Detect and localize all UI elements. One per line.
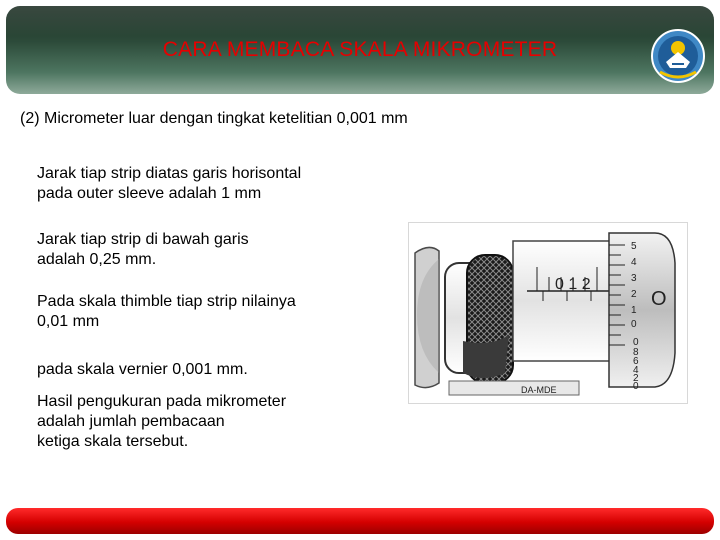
vernier-digit: 8: [633, 347, 639, 358]
frame-marking: DA-MDE: [521, 385, 557, 395]
thimble-digit: 5: [631, 241, 637, 252]
sleeve-scale-digits: 0 1 2: [555, 276, 591, 293]
vernier-digit: 0: [633, 337, 639, 348]
bullet-line: Pada skala thimble tiap strip nilainya: [37, 293, 296, 310]
vernier-digit: 4: [633, 365, 639, 376]
bullet-line: ketiga skala tersebut.: [37, 433, 189, 450]
slide-subtitle: (2) Micrometer luar dengan tingkat ketelitian 0,001 mm: [20, 110, 408, 127]
slide-footer-bar: [6, 508, 714, 534]
bullet-result: [37, 392, 286, 452]
tut-wuri-handayani-logo-icon: [650, 28, 706, 84]
bullet-line: Hasil pengukuran pada mikrometer: [37, 393, 287, 410]
thimble-digit: 2: [631, 289, 637, 300]
thimble-digit: 0: [631, 319, 637, 330]
thimble-digit: 4: [631, 257, 637, 268]
bullet-line: Jarak tiap strip di bawah garis: [37, 231, 249, 248]
thimble-digit: 3: [631, 273, 637, 284]
bullet-line: 0,01 mm: [37, 313, 100, 330]
bullet-line: Jarak tiap strip diatas garis horisontal: [37, 165, 302, 182]
slide-title: CARA MEMBACA SKALA MIKROMETER: [162, 38, 558, 61]
micrometer-illustration: [409, 223, 687, 403]
bullet-thimble: [37, 292, 296, 332]
slide-header: [6, 6, 714, 94]
bullet-outer-sleeve: [37, 164, 301, 204]
bullet-lower-scale: [37, 230, 249, 270]
bullet-line: adalah jumlah pembacaan: [37, 413, 225, 430]
vernier-digit: 2: [633, 373, 639, 384]
thimble-digit: 1: [631, 305, 637, 316]
vernier-digit: 6: [633, 356, 639, 367]
bullet-line: adalah 0,25 mm.: [37, 251, 157, 268]
bullet-vernier: [37, 360, 248, 380]
bullet-line: pada outer sleeve adalah 1 mm: [37, 185, 262, 202]
micrometer-photo: [408, 222, 688, 404]
vernier-digit: 0: [633, 381, 639, 392]
bullet-line: pada skala vernier 0,001 mm.: [37, 361, 248, 378]
thimble-zero-mark: O: [651, 288, 667, 310]
